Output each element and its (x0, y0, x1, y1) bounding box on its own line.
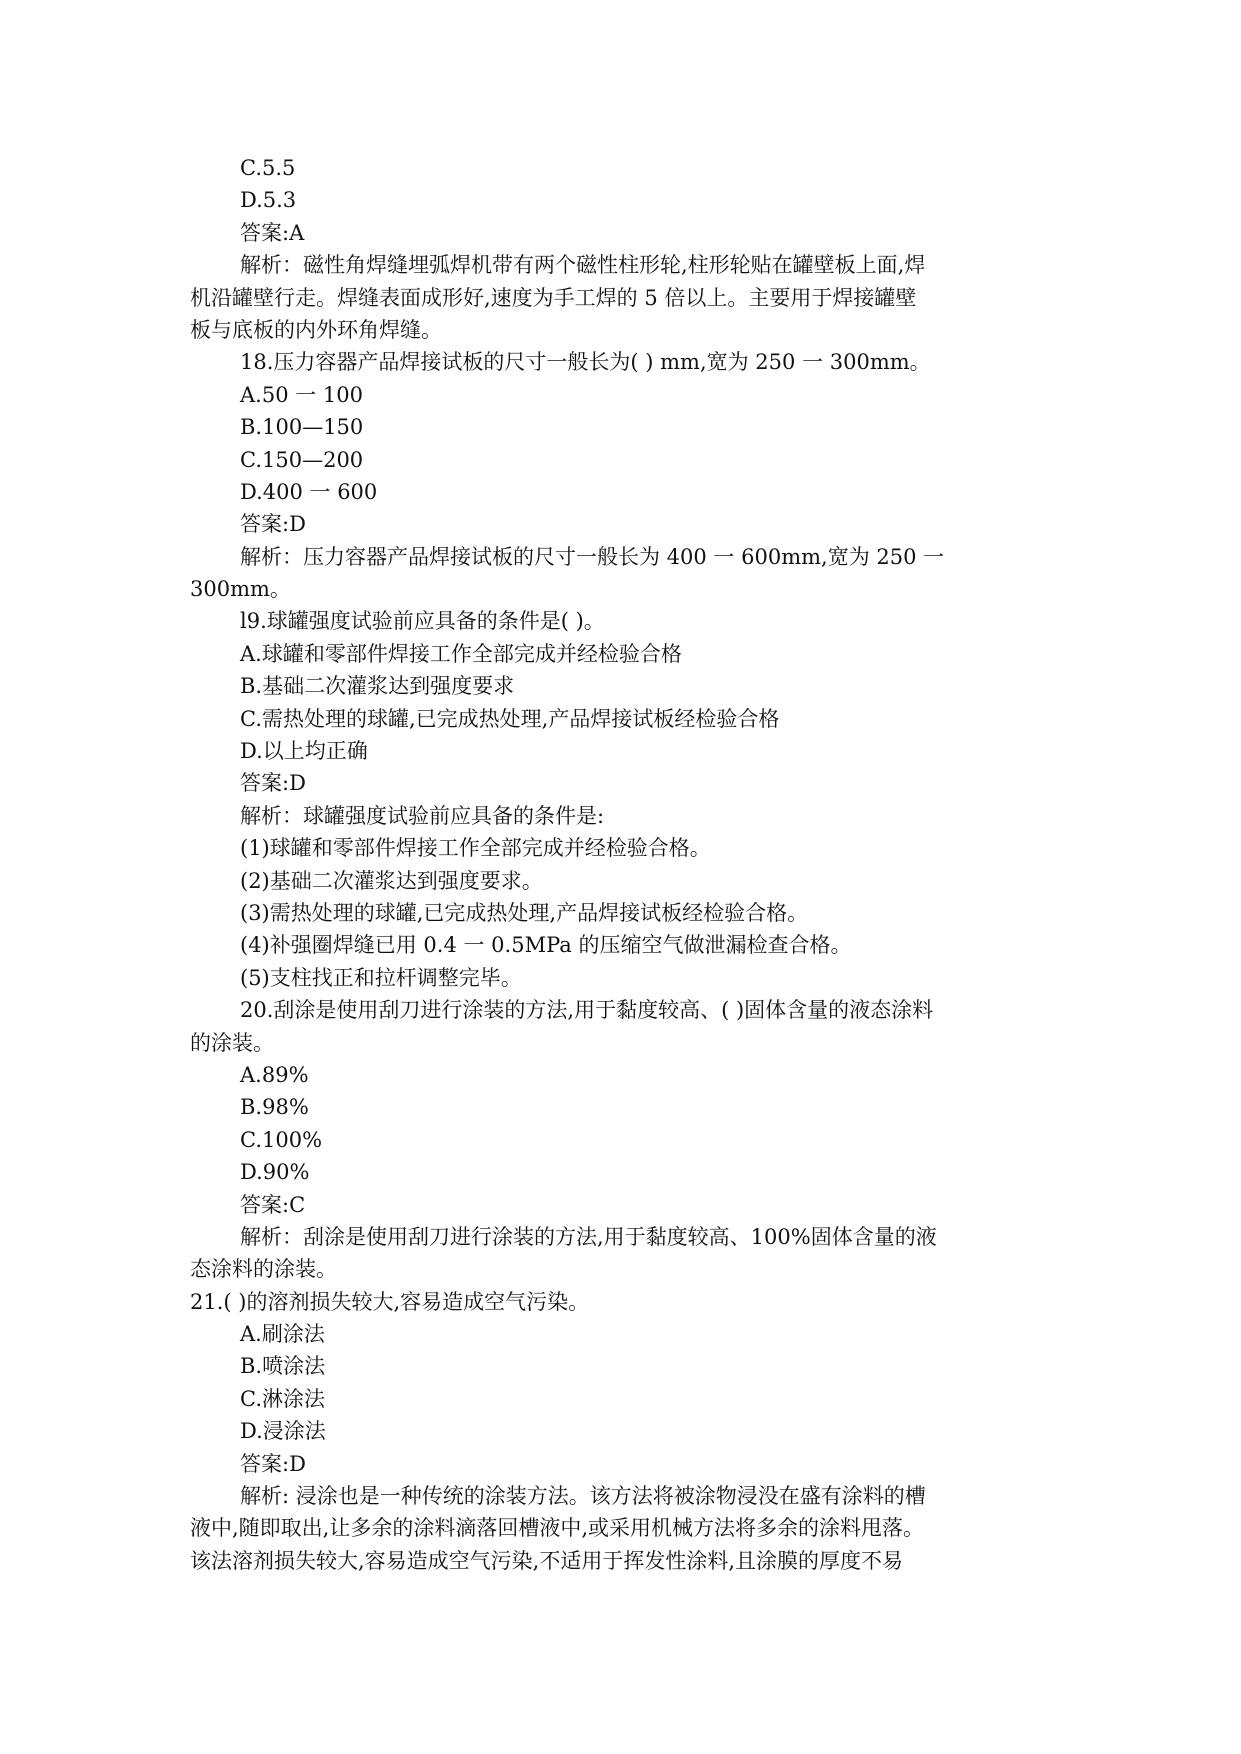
text-line: 该法溶剂损失较大,容易造成空气污染,不适用于挥发性涂料,且涂膜的厚度不易 (190, 1548, 904, 1573)
explanation-line: 解析：刮涂是使用刮刀进行涂装的方法,用于黏度较高、100%固体含量的液 (240, 1224, 937, 1249)
text-line: 态涂料的涂装。 (190, 1257, 337, 1282)
text-line: 300mm。 (190, 577, 291, 602)
explanation-line: 解析：压力容器产品焊接试板的尺寸一般长为 400 一 600mm,宽为 250 一 (240, 544, 945, 569)
option-b: B.喷涂法 (240, 1354, 326, 1379)
option-a: A.50 一 100 (240, 382, 363, 407)
document-body (190, 152, 1050, 1577)
list-item: (1)球罐和零部件焊接工作全部完成并经检验合格。 (240, 836, 711, 861)
text-line: 的涂装。 (190, 1030, 274, 1055)
option-a: A.球罐和零部件焊接工作全部完成并经检验合格 (240, 641, 682, 666)
option-d: D.以上均正确 (240, 739, 368, 764)
text-line: D.5.3 (240, 188, 297, 213)
explanation-line: 解析: 浸涂也是一种传统的涂装方法。该方法将被涂物浸没在盛有涂料的槽 (240, 1484, 926, 1509)
explanation-line: 解析：球罐强度试验前应具备的条件是: (240, 803, 605, 828)
text-line: C.5.5 (240, 156, 296, 180)
text-line: 解析：磁性角焊缝埋弧焊机带有两个磁性柱形轮,柱形轮贴在罐壁板上面,焊 (240, 253, 926, 278)
answer-line: 答案:C (240, 1192, 306, 1217)
option-c: C.需热处理的球罐,已完成热处理,产品焊接试板经检验合格 (240, 706, 780, 731)
option-a: A.刷涂法 (240, 1322, 325, 1347)
question-18: 18.压力容器产品焊接试板的尺寸一般长为( ) mm,宽为 250 一 300mm。 (240, 350, 931, 375)
list-item: (2)基础二次灌浆达到强度要求。 (240, 868, 543, 893)
answer-line: 答案:D (240, 1451, 306, 1476)
list-item: (5)支柱找正和拉杆调整完毕。 (240, 965, 522, 990)
text-line: 板与底板的内外环角焊缝。 (190, 317, 442, 342)
list-item: (4)补强圈焊缝已用 0.4 一 0.5MPa 的压缩空气做泄漏检查合格。 (240, 933, 852, 958)
text-line: 答案:A (240, 220, 305, 245)
option-b: B.100—150 (240, 415, 364, 440)
question-19: l9.球罐强度试验前应具备的条件是( )。 (240, 609, 605, 634)
text-line: 机沿罐壁行走。焊缝表面成形好,速度为手工焊的 5 倍以上。主要用于焊接罐壁 (190, 285, 917, 310)
question-21: 21.( )的溶剂损失较大,容易造成空气污染。 (190, 1289, 590, 1314)
option-c: C.淋涂法 (240, 1386, 325, 1411)
option-d: D.400 一 600 (240, 479, 378, 504)
option-b: B.基础二次灌浆达到强度要求 (240, 674, 515, 699)
option-d: D.浸涂法 (240, 1419, 326, 1444)
answer-line: 答案:D (240, 512, 306, 537)
option-d: D.90% (240, 1160, 310, 1185)
text-line: 液中,随即取出,让多余的涂料滴落回槽液中,或采用机械方法将多余的涂料甩落。 (190, 1516, 925, 1541)
option-b: B.98% (240, 1095, 309, 1120)
answer-line: 答案:D (240, 771, 306, 796)
question-20: 20.刮涂是使用刮刀进行涂装的方法,用于黏度较高、( )固体含量的液态涂料 (240, 998, 934, 1023)
option-a: A.89% (240, 1062, 309, 1087)
option-c: C.150—200 (240, 447, 364, 472)
list-item: (3)需热处理的球罐,已完成热处理,产品焊接试板经检验合格。 (240, 900, 809, 925)
option-c: C.100% (240, 1127, 323, 1152)
